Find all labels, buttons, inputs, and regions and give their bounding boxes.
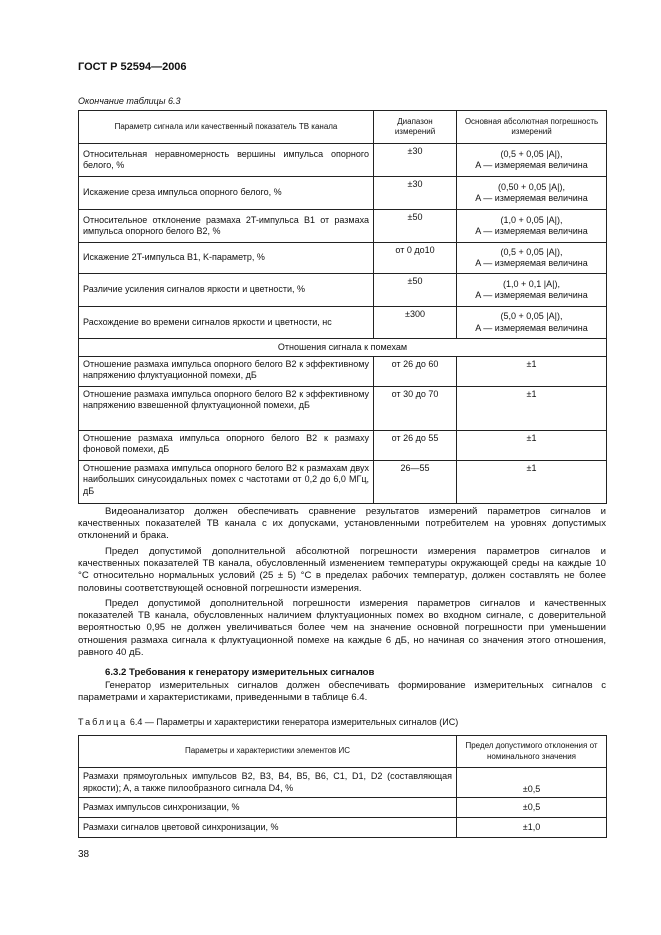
param-cell: Размахи сигналов цветовой синхронизации, %: [79, 818, 457, 838]
range-cell: ±300: [374, 307, 457, 339]
error-cell: [457, 274, 607, 307]
param-cell: Отношение размаха импульса опорного белого B2 к эффективному напряжению флуктуационной помехи, дБ: [79, 357, 374, 387]
param-cell: Искажение среза импульса опорного белого, %: [79, 177, 374, 210]
table-caption-label: Таблица: [78, 717, 128, 727]
error-cell: [457, 144, 607, 177]
range-cell: от 0 до10: [374, 243, 457, 274]
error-formula: (1,0 + 0,1 |A|),: [503, 278, 560, 289]
table-6-4: [78, 735, 607, 838]
table-6-3: [78, 110, 607, 504]
table-row: [79, 798, 607, 818]
table-header-row: [79, 736, 607, 768]
table-caption: [78, 717, 458, 727]
param-cell: Искажение 2T-импульса B1, K-параметр, %: [79, 243, 374, 274]
page-number: 38: [78, 849, 90, 860]
error-formula: (0,50 + 0,05 |A|),: [498, 181, 565, 192]
range-cell: от 30 до 70: [374, 387, 457, 431]
range-cell: ±50: [374, 210, 457, 243]
error-cell: ±1: [457, 357, 607, 387]
error-cell: [457, 243, 607, 274]
column-header: Параметр сигнала или качественный показатель ТВ канала: [79, 111, 374, 144]
section-heading: 6.3.2 Требования к генератору измерительных сигналов: [105, 667, 375, 678]
range-cell: ±30: [374, 177, 457, 210]
table-row: [79, 357, 607, 387]
error-cell: [457, 210, 607, 243]
section-title: Отношения сигнала к помехам: [79, 339, 607, 357]
error-formula: (0,5 + 0,05 |A|),: [500, 246, 563, 257]
table-row: [79, 177, 607, 210]
param-cell: Различие усиления сигналов яркости и цветности, %: [79, 274, 374, 307]
param-cell: Отношение размаха импульса опорного белого B2 к размахам двух наибольших синусоидальных помех с частотами от 0,2 до 6,0 МГц, дБ: [79, 461, 374, 504]
error-cell: [457, 177, 607, 210]
table-section-row: [79, 339, 607, 357]
error-cell: [457, 307, 607, 339]
table-row: [79, 243, 607, 274]
range-cell: от 26 до 60: [374, 357, 457, 387]
table-row: [79, 274, 607, 307]
error-cell: ±1: [457, 431, 607, 461]
range-cell: 26—55: [374, 461, 457, 504]
range-cell: ±30: [374, 144, 457, 177]
body-paragraph: Предел допустимой дополнительной абсолютной погрешности измерения параметров сигналов и качественных показателей ТВ канала, обусловленный изменением температуры окружающей среды на каждые 10 °С относительно нормальных условий (25 ± 5) °С в пределах рабочих температур, должен составлять не более половины соответствующей основной погрешности измерения.: [78, 546, 606, 594]
error-note: A — измеряемая величина: [475, 290, 588, 300]
value-cell: ±1,0: [457, 818, 607, 838]
table-row: [79, 307, 607, 339]
error-note: A — измеряемая величина: [475, 193, 588, 203]
param-cell: Относительное отклонение размаха 2T-импульса B1 от размаха импульса опорного белого B2, %: [79, 210, 374, 243]
body-paragraph: Видеоанализатор должен обеспечивать сравнение результатов измерений параметров сигналов и качественных показателей ТВ канала с их допусками, установленными потребителем на уровнях допустимых отклонений и брака.: [78, 506, 606, 542]
error-note: A — измеряемая величина: [475, 160, 588, 170]
param-cell: Отношение размаха импульса опорного белого B2 к размаху фоновой помехи, дБ: [79, 431, 374, 461]
param-cell: Относительная неравномерность вершины импульса опорного белого, %: [79, 144, 374, 177]
table-row: [79, 431, 607, 461]
table-row: [79, 818, 607, 838]
body-paragraph: Предел допустимой дополнительной погрешности измерения параметров сигналов и качественных показателей ТВ канала, обусловленных наличием флуктуационных помех во входном сигнале, с доверительной вероятностью 0,95 не должен увеличиваться более чем на значение основной погрешности при уменьшении отношения размаха сигнала к флуктуационной помехе на каждые 6 дБ, но начиная со значения этого отношения, равного 40 дБ.: [78, 598, 606, 658]
range-cell: от 26 до 55: [374, 431, 457, 461]
value-cell: ±0,5: [457, 768, 607, 798]
error-note: A — измеряемая величина: [475, 226, 588, 236]
table-caption-text: 6.4 — Параметры и характеристики генератора измерительных сигналов (ИС): [129, 717, 459, 727]
table-row: [79, 210, 607, 243]
column-header: Диапазон измерений: [374, 111, 457, 144]
range-cell: ±50: [374, 274, 457, 307]
column-header: Предел допустимого отклонения от номинального значения: [457, 736, 607, 768]
param-cell: Расхождение во времени сигналов яркости и цветности, нс: [79, 307, 374, 339]
param-cell: Размах импульсов синхронизации, %: [79, 798, 457, 818]
body-paragraph: Генератор измерительных сигналов должен обеспечивать формирование измерительных сигналов с параметрами и характеристиками, приведенными в таблице 6.4.: [78, 680, 606, 704]
table-row: [79, 387, 607, 431]
error-note: A — измеряемая величина: [475, 258, 588, 268]
error-formula: (5,0 + 0,05 |A|),: [500, 311, 563, 322]
error-note: A — измеряемая величина: [475, 322, 588, 333]
table-row: [79, 144, 607, 177]
error-cell: ±1: [457, 387, 607, 431]
param-cell: Отношение размаха импульса опорного белого B2 к эффективному напряжению взвешенной флуктуационной помехи, дБ: [79, 387, 374, 431]
error-formula: (1,0 + 0,05 |A|),: [500, 214, 563, 225]
table-header-row: [79, 111, 607, 144]
table-row: [79, 768, 607, 798]
table-row: [79, 461, 607, 504]
error-cell: ±1: [457, 461, 607, 504]
table-continuation-caption: Окончание таблицы 6.3: [78, 96, 181, 106]
error-formula: (0,5 + 0,05 |A|),: [500, 148, 563, 159]
column-header: Параметры и характеристики элементов ИС: [79, 736, 457, 768]
value-cell: ±0,5: [457, 798, 607, 818]
column-header: Основная абсолютная погрешность измерений: [457, 111, 607, 144]
standard-header: ГОСТ Р 52594—2006: [78, 61, 187, 73]
param-cell: Размахи прямоугольных импульсов B2, B3, B4, B5, B6, C1, D1, D2 (составляющая яркости); A, а также пилообразного сигнала D4, %: [79, 768, 457, 798]
